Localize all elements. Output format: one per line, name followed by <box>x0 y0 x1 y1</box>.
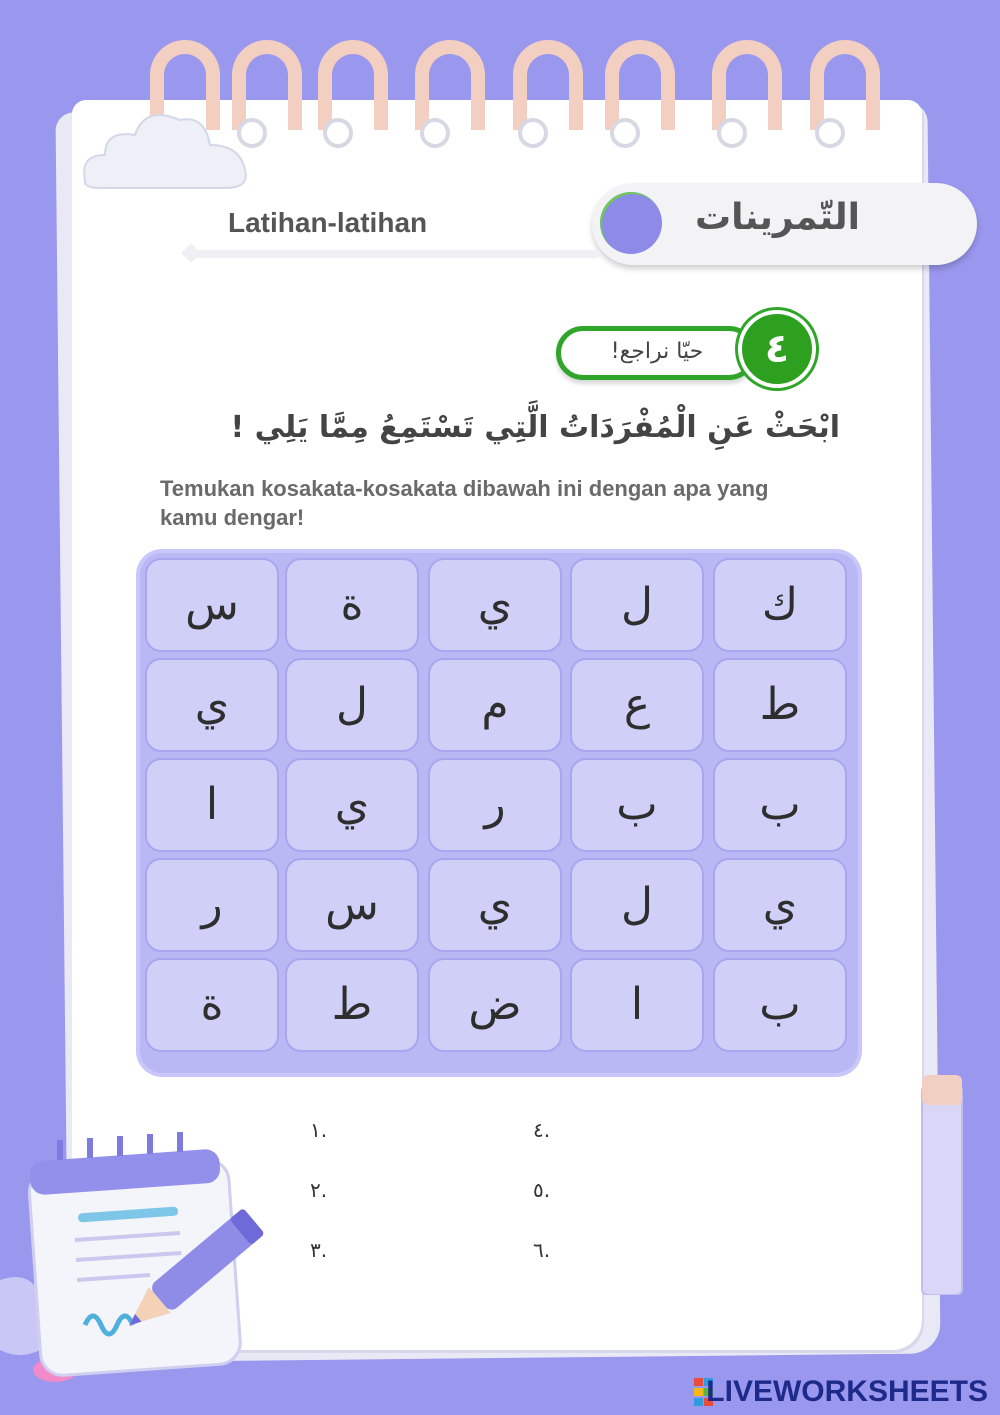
grid-cell[interactable]: ي <box>428 558 562 652</box>
grid-cell[interactable]: ة <box>285 558 419 652</box>
header-divider <box>190 250 600 258</box>
binding-hole <box>717 118 747 148</box>
grid-cell[interactable]: ب <box>713 758 847 852</box>
grid-cell[interactable]: ي <box>145 658 279 752</box>
binding-hole <box>323 118 353 148</box>
answer-label-1: ١. <box>310 1118 328 1142</box>
word-search-grid <box>140 553 858 1073</box>
grid-cell[interactable]: م <box>428 658 562 752</box>
grid-cell[interactable]: ي <box>428 858 562 952</box>
page-title-arabic: التّمرينات <box>695 197 860 238</box>
grid-cell[interactable]: س <box>145 558 279 652</box>
spiral-ring <box>810 40 880 130</box>
grid-cell[interactable]: ل <box>570 558 704 652</box>
grid-cell[interactable]: ك <box>713 558 847 652</box>
header-dot-icon <box>600 192 662 254</box>
spiral-ring <box>318 40 388 130</box>
grid-cell[interactable]: س <box>285 858 419 952</box>
grid-cell[interactable]: ع <box>570 658 704 752</box>
answer-label-2: ٢. <box>310 1178 328 1202</box>
notepad-pencil-icon <box>0 1120 300 1395</box>
binding-hole <box>610 118 640 148</box>
answer-label-3: ٣. <box>310 1238 328 1262</box>
grid-cell[interactable]: ر <box>428 758 562 852</box>
liveworksheets-brand: LIVEWORKSHEETS <box>706 1375 988 1408</box>
page-title-indonesian: Latihan-latihan <box>228 207 428 238</box>
grid-cell[interactable]: ل <box>285 658 419 752</box>
spiral-ring <box>415 40 485 130</box>
spiral-ring <box>513 40 583 130</box>
grid-cell[interactable]: ط <box>713 658 847 752</box>
binding-hole <box>518 118 548 148</box>
binding-hole <box>420 118 450 148</box>
spiral-ring <box>712 40 782 130</box>
grid-cell[interactable]: ب <box>570 758 704 852</box>
grid-cell[interactable]: ب <box>713 958 847 1052</box>
instruction-arabic: ابْحَثْ عَنِ الْمُفْرَدَاتُ الَّتِي تَسْتَمِعُ مِمَّا يَلِي ! <box>230 410 840 445</box>
spiral-ring <box>605 40 675 130</box>
grid-cell[interactable]: ي <box>285 758 419 852</box>
section-number: ٤ <box>738 310 816 388</box>
answer-label-5: ٥. <box>533 1178 551 1202</box>
grid-cell[interactable]: ا <box>570 958 704 1052</box>
grid-cell[interactable]: ض <box>428 958 562 1052</box>
binding-hole <box>815 118 845 148</box>
answer-label-4: ٤. <box>533 1118 551 1142</box>
grid-cell[interactable]: ط <box>285 958 419 1052</box>
answer-label-6: ٦. <box>533 1238 551 1262</box>
pencil-decoration-icon <box>912 1065 972 1295</box>
grid-cell[interactable]: ا <box>145 758 279 852</box>
section-label: حيّا نراجع! <box>610 339 704 364</box>
cloud-icon <box>75 100 255 195</box>
grid-cell[interactable]: ي <box>713 858 847 952</box>
grid-cell[interactable]: ر <box>145 858 279 952</box>
grid-cell[interactable]: ل <box>570 858 704 952</box>
grid-cell[interactable]: ة <box>145 958 279 1052</box>
instruction-indonesian: Temukan kosakata-kosakata dibawah ini dengan apa yang kamu dengar! <box>160 476 769 530</box>
